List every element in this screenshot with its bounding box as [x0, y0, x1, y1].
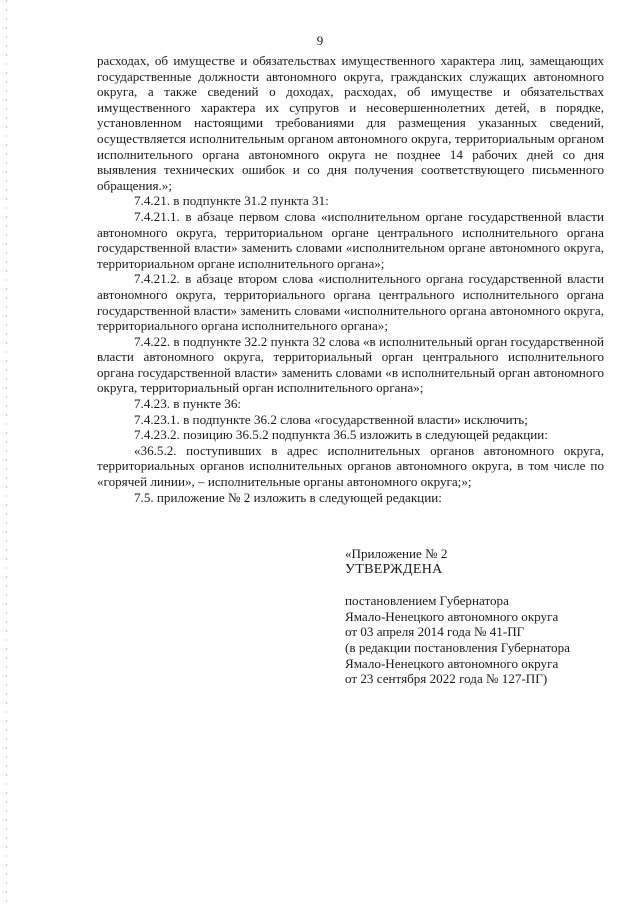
approval-line: постановлением Губернатора — [345, 593, 509, 609]
paragraph-7-4-23-2: 7.4.23.2. позицию 36.5.2 подпункта 36.5 изложить в следующей редакции: — [134, 427, 548, 443]
appendix-label: «Приложение № 2 — [345, 546, 448, 561]
approval-line: от 23 сентября 2022 года № 127-ПГ) — [345, 671, 548, 687]
paragraph-36-5-2: «36.5.2. поступивших в адрес исполнительных органов автономного округа, территориальных органов исполнительных органов автономного округа, в том числе по «горячей линии», – исполнительные органы автономного округа;»; — [97, 442, 604, 490]
paragraph-7-4-21-1: 7.4.21.1. в абзаце первом слова «исполнительном органе государственной власти автономного округа, территориальном органе центрального исполнительного органа государственной власти» заменить словами «исполнительном органе автономного округа, территориальном органе исполнительного органа»; — [97, 208, 604, 271]
paragraph-7-4-21-2: 7.4.21.2. в абзаце втором слова «исполнительного органа государственной власти автономного округа, территориального органа центрального исполнительного органа государственной власти» заменить словами «исполнительного органа автономного округа, территориального органа исполнительного органа»; — [97, 271, 604, 334]
approval-line: Ямало-Ненецкого автономного округа — [345, 655, 559, 671]
approval-line: Ямало-Ненецкого автономного округа — [345, 608, 559, 624]
approval-line: от 03 апреля 2014 года № 41-ПГ — [345, 624, 525, 640]
approval-spacer — [345, 577, 615, 593]
approval-block — [345, 546, 615, 687]
page-number: 9 — [316, 33, 324, 48]
paragraph-7-4-23: 7.4.23. в пункте 36: — [134, 396, 242, 412]
approved-label: УТВЕРЖДЕНА — [345, 561, 443, 577]
scan-margin-mark — [6, 0, 7, 905]
document-body — [97, 53, 604, 505]
paragraph-7-4-23-1: 7.4.23.1. в подпункте 36.2 слова «государственной власти» исключить; — [134, 411, 528, 427]
paragraph-7-4-21: 7.4.21. в подпункте 31.2 пункта 31: — [134, 193, 329, 209]
paragraph-7-4-22: 7.4.22. в подпункте 32.2 пункта 32 слова «в исполнительный орган государственной власти автономного округа, территориальный орган центрального исполнительного органа государственной власти» заменить словами «в исполнительный орган автономного округа, территориальный орган исполнительного органа»; — [97, 333, 604, 396]
approval-line: (в редакции постановления Губернатора — [345, 639, 570, 655]
paragraph-continuation: расходах, об имуществе и обязательствах имущественного характера лиц, замещающих государственные должности автономного округа, гражданских служащих автономного округа, а также сведений о доходах, расходах, об имуществе и обязательствах имущественного характера их супругов и несовершеннолетних детей, в порядке, установленном настоящими требованиями для размещения указанных сведений, осуществляется исполнительным органом автономного округа, территориальным органом исполнительного органа автономного округа не позднее 14 рабочих дней со дня выявления технических ошибок и со дня получения соответствующего письменного обращения.»; — [97, 53, 604, 193]
paragraph-7-5: 7.5. приложение № 2 изложить в следующей редакции: — [134, 489, 442, 505]
